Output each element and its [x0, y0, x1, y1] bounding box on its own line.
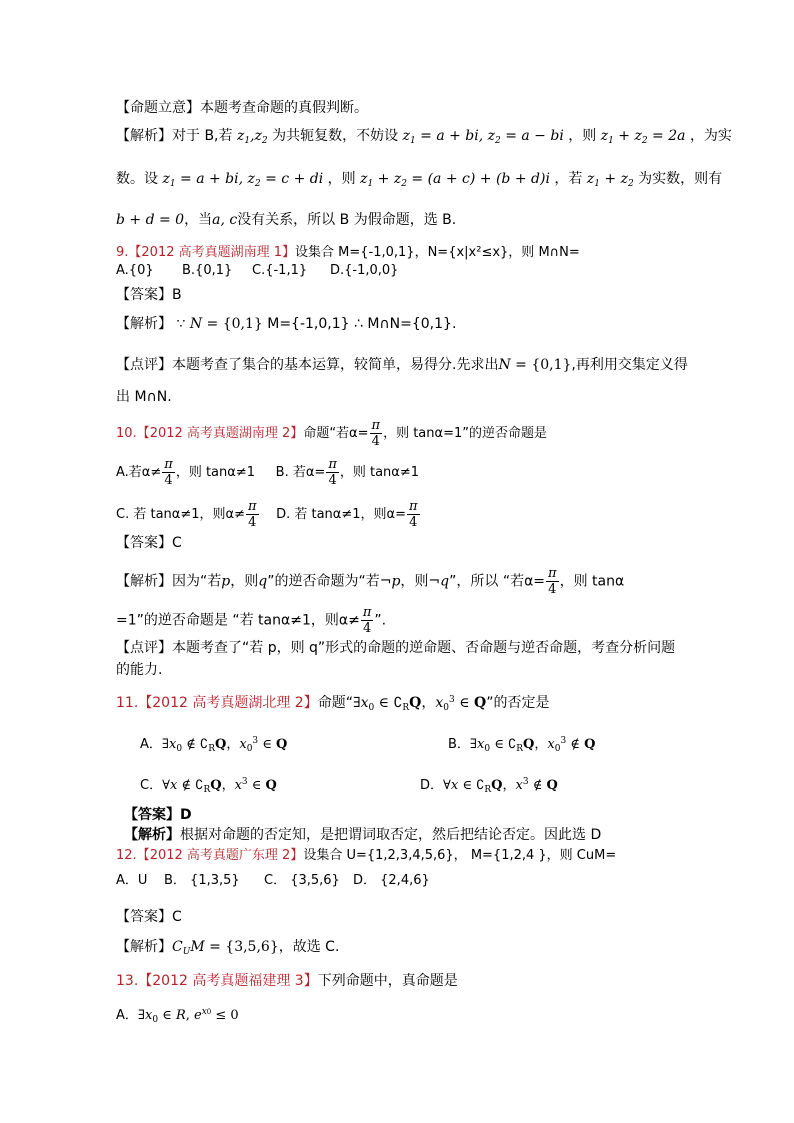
q11-option-d: D．∀x ∈ $∁_RQ$，$x^3$ ∉ Q — [420, 777, 558, 795]
q10-comment-2: 的能力. — [116, 662, 163, 678]
source-tag: 【2012 高考真题福建理 3】 — [138, 973, 318, 989]
q9-analysis: 【解析】 ∵ N = {0,1} M={-1,0,1} ∴ M∩N={0,1}. — [116, 316, 457, 332]
q9-option-b: B.{0,1} — [182, 263, 233, 278]
q9-comment: 【点评】本题考查了集合的基本运算，较简单，易得分.先求出N = {0,1},再利用交集定义得 — [116, 357, 688, 373]
q10-option-a: A.若α≠ — [116, 465, 162, 480]
q11-answer: 【答案】D — [124, 807, 192, 823]
q11-analysis: 【解析】根据对命题的否定知，是把谓词取否定，然后把结论否定。因此选 D — [124, 827, 602, 843]
source-tag: 【2012 高考真题湖南理 1】 — [128, 245, 296, 260]
q13-stem: 13.【2012 高考真题福建理 3】下列命题中，真命题是 — [116, 973, 458, 989]
q11-option-b: B．$\exists x_0$ ∈ $∁_RQ$，$x_0^3$ ∉ Q — [448, 736, 596, 754]
q8-analysis-line1: 【解析】对于 B,若 $z_1,z_2$ 为共轭复数，不妨设 $z_1 = a$ + bi, $z_2 = a$ − bi ，则 $z_1 + z_2 = 2a$ ，为实 — [116, 128, 732, 146]
q10-analysis-2: =1”的逆否命题是 “若 tanα≠1，则α≠ $\frac{\pi}{4}$ ”. — [116, 605, 387, 636]
q9-option-a: A.{0} — [116, 263, 154, 278]
q10-answer: 【答案】C — [116, 535, 182, 551]
q10-options-cd: C. 若 tanα≠1，则α≠ $\frac{\pi}{4}$ D. 若 tanα≠1，则α= $\frac{\pi}{4}$ — [116, 499, 418, 530]
q11-option-a: A．$\exists x_0$ ∉ $∁_RQ$，$x_0^3$ ∈ Q — [140, 736, 288, 754]
intent-tag: 【命题立意】 — [116, 100, 200, 116]
source-tag: 【2012 高考真题湖北理 2】 — [138, 695, 318, 711]
q10-option-b: B. 若α= — [275, 465, 326, 480]
q12-option-d: D． {2,4,6} — [353, 873, 430, 888]
q12-answer: 【答案】C — [116, 909, 182, 925]
q10-option-d: D. 若 tanα≠1，则α= — [276, 507, 406, 522]
source-tag: 【2012 高考真题湖南理 2】 — [136, 426, 304, 441]
q12-option-a: A．U — [116, 873, 148, 888]
q9-answer: 【答案】B — [116, 287, 182, 303]
q10-stem: 10.【2012 高考真题湖南理 2】命题“若α= $\frac{\pi}{4}$ ，则 tanα=1”的逆否命题是 — [116, 418, 547, 449]
q12-stem: 12.【2012 高考真题广东理 2】设集合 U={1,2,3,4,5,6}， M={1,2,4 }，则 CuM= — [116, 848, 617, 863]
q9-option-c: C.{-1,1} — [252, 263, 308, 278]
q13-option-a: A．$\exists x_0$ ∈ R, $e^{x0} \le 0$ — [116, 1007, 239, 1025]
q8-intent — [116, 100, 368, 116]
q12-option-c: C． {3,5,6} — [264, 873, 340, 888]
source-tag: 【2012 高考真题广东理 2】 — [136, 848, 304, 863]
q9-option-d: D.{-1,0,0} — [330, 263, 399, 278]
q10-option-c: C. 若 tanα≠1，则α≠ — [116, 507, 245, 522]
q12-option-b: B． {1,3,5} — [164, 873, 240, 888]
q10-options-ab: A.若α≠ $\frac{\pi}{4}$ ，则 tanα≠1 B. 若α= $\frac{\pi}{4}$ ，则 tanα≠1 — [116, 457, 420, 488]
q8-analysis-line3: b + d = 0，当a, c没有关系，所以 B 为假命题，选 B. — [116, 212, 457, 228]
q11-option-c: C．∀x ∉ $∁_RQ$，$x^3$ ∈ Q — [140, 777, 277, 795]
q10-comment: 【点评】本题考查了“若 p，则 q”形式的命题的逆命题、否命题与逆否命题，考查分析问题 — [116, 640, 676, 656]
q8-analysis-line2: 数。设 $z_1 = a$ + bi, $z_2 = c$ + di ，则 $z_1 + z_2 = (a + c) + (b + d)i$ ，若 $z_1 + z_2$ 为实数，则有 — [116, 171, 723, 189]
intent-text: 本题考查命题的真假判断。 — [200, 100, 368, 116]
q9-stem: 9.【2012 高考真题湖南理 1】设集合 M={-1,0,1}，N={x|x²≤x}，则 M∩N= — [116, 245, 580, 260]
q9-comment-2: 出 M∩N. — [116, 389, 172, 405]
q10-analysis: 【解析】因为“若p，则q”的逆否命题为“若¬p，则¬q”，所以 “若α= $\frac{\pi}{4}$ ，则 tanα — [116, 566, 625, 597]
q11-stem: 11.【2012 高考真题湖北理 2】命题“$\exists x_0$ ∈ $∁_RQ$，$x_0^3$ ∈ Q”的否定是 — [116, 695, 550, 713]
q12-analysis: 【解析】$C_UM = \{3,5,6\}$，故选 C. — [116, 939, 340, 957]
